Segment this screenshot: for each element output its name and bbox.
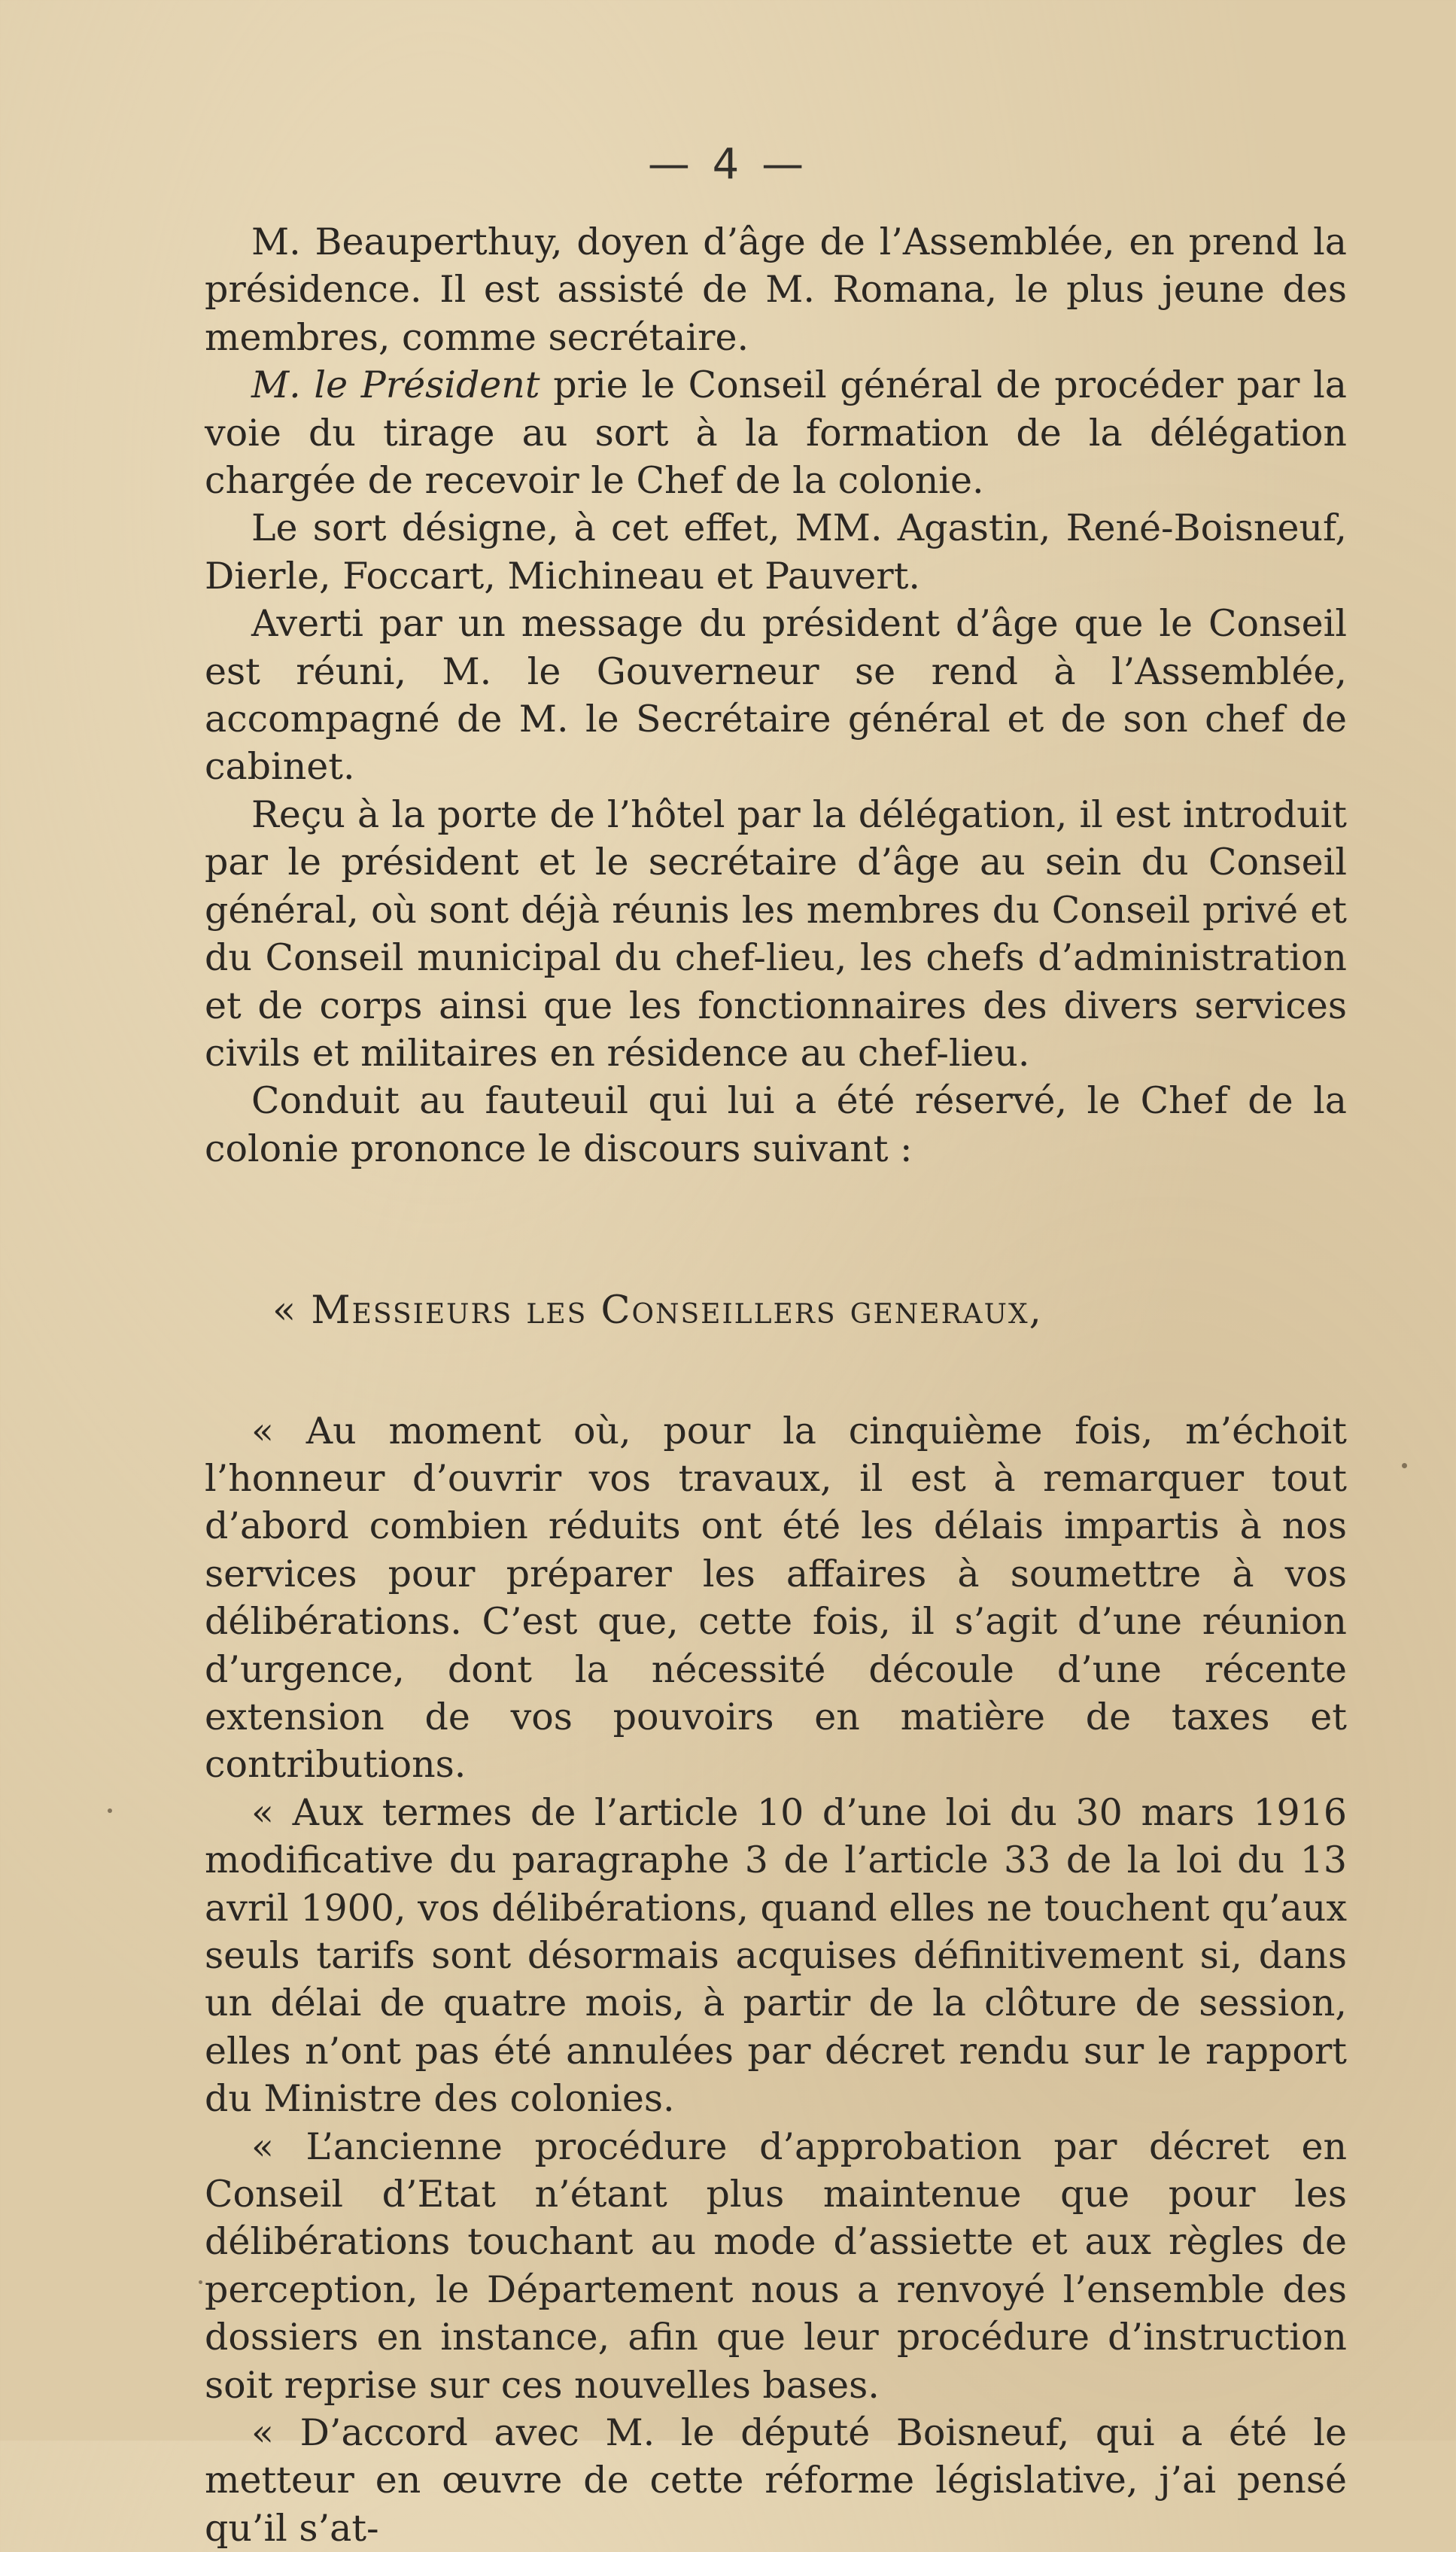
speech-paragraph-1: « Au moment où, pour la cinquième fois, m’échoit l’honneur d’ouvrir vos travaux, il est à remarquer tout d’abord combien réduits ont été les délais impartis à nos services pour préparer les affaires à soumettre à vos délibérations. C’est que, cette fois, il s’agit d’une réunion d’urgence, dont la nécessité découle d’une récente extension de vos pouvoirs en matière de taxes et contributions. <box>205 1409 1347 1787</box>
paragraph-governor-arrival: Averti par un message du président d’âge que le Conseil est réuni, M. le Gouverneur se rend à l’Assemblée, accompagné de M. le Secrétaire général et de son chef de cabinet. <box>205 602 1347 789</box>
paragraph-opening: M. Beauperthuy, doyen d’âge de l’Assemblée, en prend la présidence. Il est assisté de M. Romana, le plus jeune des membres, comme secrétaire. <box>205 221 1347 359</box>
paragraph-delegation: Le sort désigne, à cet effet, MM. Agastin, René-Boisneuf, Dierle, Foccart, Michineau et Pauvert. <box>205 506 1347 598</box>
paper-speck <box>108 1808 112 1813</box>
paragraph-speech-intro: Conduit au fauteuil qui lui a été réservé, le Chef de la colonie prononce le discours suivant : <box>205 1079 1347 1170</box>
paper-speck <box>1402 1463 1407 1468</box>
paragraph-president <box>205 361 1347 504</box>
page-number: — 4 — <box>647 140 809 189</box>
body-text <box>205 218 1347 2552</box>
paper-speck <box>199 2280 202 2284</box>
president-text: prie le Conseil général de procéder par la voie du tirage au sort à la formation de la délégation chargée de recevoir le Chef de la colonie. <box>205 363 1347 503</box>
speech-paragraph-3: « L’ancienne procédure d’approbation par décret en Conseil d’Etat n’étant plus maintenue que pour les délibérations touchant au mode d’assiette et aux règles de perception, le Département nous a renvoyé l’ensemble des dossiers en instance, afin que leur procédure d’instruction soit reprise sur ces nouvelles bases. <box>205 2125 1347 2407</box>
paragraph-reception: Reçu à la porte de l’hôtel par la délégation, il est introduit par le président et le secrétaire d’âge au sein du Conseil général, où sont déjà réunis les membres du Conseil privé et du Conseil municipal du chef-lieu, les chefs d’administration et de corps ainsi que les fonctionnaires des divers services civils et militaires en résidence au chef-lieu. <box>205 792 1347 1075</box>
president-title: M. le Président <box>251 363 540 407</box>
speech-paragraph-2: « Aux termes de l’article 10 d’une loi du 30 mars 1916 modificative du paragraphe 3 de l’article 33 de la loi du 13 avril 1900, vos délibérations, quand elles ne touchent qu’aux seuls tarifs sont désormais acquises définitivement si, dans un délai de quatre mois, à partir de la clôture de session, elles n’ont pas été annulées par décret rendu sur le rapport du Ministre des colonies. <box>205 1790 1347 2121</box>
speech-paragraph-4: « D’accord avec M. le député Boisneuf, qui a été le metteur en œuvre de cette réforme législative, j’ai pensé qu’il s’at- <box>205 2411 1347 2550</box>
speech-salutation: « Messieurs les Conseillers generaux, <box>272 1288 1043 1334</box>
